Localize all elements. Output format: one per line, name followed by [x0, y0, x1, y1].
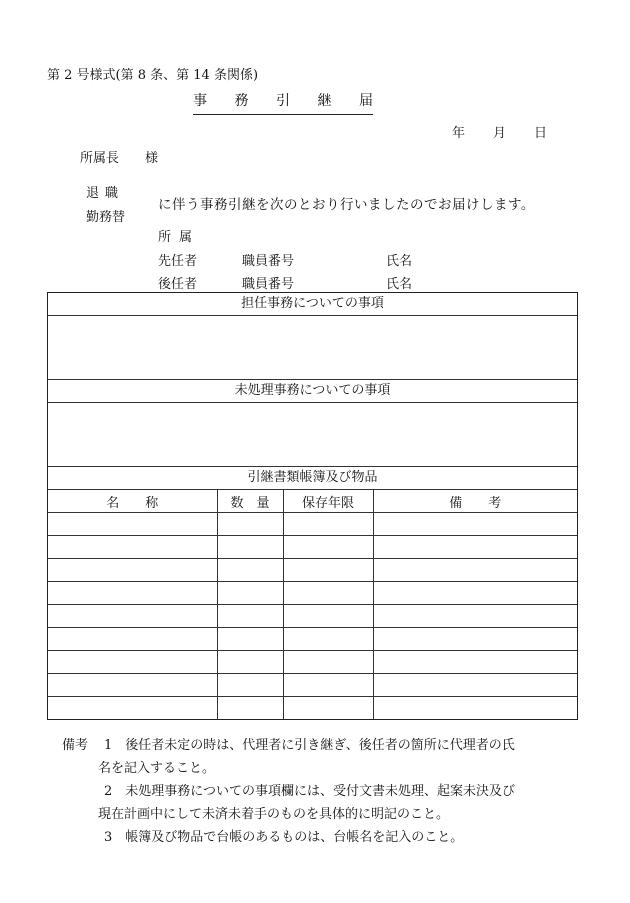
item-quantity-cell[interactable] [217, 559, 283, 582]
item-retention-cell[interactable] [283, 582, 373, 605]
reason-retirement: 退職 [86, 186, 125, 201]
item-name-cell[interactable] [48, 582, 217, 605]
addressee-org: 所属長 [80, 151, 120, 166]
predecessor-name-label: 氏名 [386, 254, 413, 269]
item-quantity-cell[interactable] [217, 628, 283, 651]
table-row [48, 582, 577, 605]
item-retention-cell[interactable] [283, 697, 373, 720]
item-retention-cell[interactable] [283, 651, 373, 674]
table-row [48, 628, 577, 651]
item-name-cell[interactable] [48, 628, 217, 651]
item-name-cell[interactable] [48, 605, 217, 628]
item-quantity-cell[interactable] [217, 513, 283, 536]
unprocessed-duties-field[interactable] [48, 403, 577, 467]
table-row [48, 651, 577, 674]
successor-staff-number-label: 職員番号 [242, 277, 295, 292]
item-remarks-cell[interactable] [373, 536, 577, 559]
item-remarks-cell[interactable] [373, 697, 577, 720]
item-retention-cell[interactable] [283, 605, 373, 628]
notes-label: 備考 [62, 738, 89, 753]
notes-section [62, 734, 582, 849]
title-char: 務 [234, 93, 249, 109]
date-line [452, 122, 547, 141]
handover-items-table [48, 490, 577, 719]
title-char: 届 [359, 93, 373, 109]
item-quantity-cell[interactable] [217, 582, 283, 605]
table-row [48, 674, 577, 697]
item-quantity-cell[interactable] [217, 674, 283, 697]
item-retention-cell[interactable] [283, 536, 373, 559]
table-row [48, 513, 577, 536]
date-year[interactable]: 年 [452, 126, 466, 141]
item-remarks-cell[interactable] [373, 674, 577, 697]
item-name-cell[interactable] [48, 697, 217, 720]
date-month[interactable]: 月 [493, 126, 507, 141]
item-name-cell[interactable] [48, 536, 217, 559]
reason-transfer: 勤務替 [86, 210, 126, 225]
item-remarks-cell[interactable] [373, 559, 577, 582]
predecessor-label: 先任者 [158, 254, 198, 269]
item-remarks-cell[interactable] [373, 582, 577, 605]
note-2-line-2: 現在計画中にして未済未着手のものを具体的に明記のこと。 [98, 807, 450, 822]
table-row [48, 697, 577, 720]
table-row [48, 559, 577, 582]
item-remarks-cell[interactable] [373, 628, 577, 651]
item-remarks-cell[interactable] [373, 605, 577, 628]
note-2-line-1: 2 未処理事務についての事項欄には、受付文書未処理、起案未決及び [104, 784, 516, 799]
predecessor-staff-number-label: 職員番号 [242, 254, 295, 269]
handover-form-table [47, 292, 578, 720]
item-name-cell[interactable] [48, 651, 217, 674]
title-char: 引 [276, 93, 290, 109]
column-header-retention: 保存年限 [283, 490, 373, 513]
successor-label: 後任者 [158, 277, 198, 292]
title-char: 継 [317, 93, 332, 109]
table-header-row [48, 490, 577, 513]
assigned-duties-header: 担任事務についての事項 [48, 293, 577, 316]
item-retention-cell[interactable] [283, 559, 373, 582]
addressee-honorific: 様 [145, 151, 159, 166]
column-header-name: 名 称 [48, 490, 217, 513]
item-remarks-cell[interactable] [373, 513, 577, 536]
item-name-cell[interactable] [48, 674, 217, 697]
date-day[interactable]: 日 [534, 126, 548, 141]
item-quantity-cell[interactable] [217, 536, 283, 559]
note-1-line-1: 1 後任者未定の時は、代理者に引き継ぎ、後任者の箇所に代理者の氏 [104, 738, 515, 753]
statement-text: に伴う事務引継を次のとおり行いましたのでお届けします。 [158, 197, 535, 213]
handover-items-header: 引継書類帳簿及び物品 [48, 467, 577, 490]
unprocessed-duties-header: 未処理事務についての事項 [48, 380, 577, 403]
item-quantity-cell[interactable] [217, 651, 283, 674]
item-name-cell[interactable] [48, 513, 217, 536]
title-char: 事 [193, 93, 207, 109]
document-title [193, 90, 373, 115]
item-retention-cell[interactable] [283, 674, 373, 697]
item-remarks-cell[interactable] [373, 651, 577, 674]
table-row [48, 536, 577, 559]
item-quantity-cell[interactable] [217, 605, 283, 628]
item-name-cell[interactable] [48, 559, 217, 582]
affiliation-label: 所属 [158, 230, 201, 245]
form-number: 第 2 号様式(第 8 条、第 14 条関係) [47, 68, 259, 83]
item-quantity-cell[interactable] [217, 697, 283, 720]
column-header-quantity: 数 量 [217, 490, 283, 513]
column-header-remarks: 備 考 [373, 490, 577, 513]
item-retention-cell[interactable] [283, 628, 373, 651]
note-3-line-1: 3 帳簿及び物品で台帳のあるものは、台帳名を記入のこと。 [104, 830, 464, 845]
assigned-duties-field[interactable] [48, 316, 577, 380]
addressee [80, 147, 158, 166]
successor-name-label: 氏名 [386, 277, 413, 292]
note-1-line-2: 名を記入すること。 [98, 761, 216, 776]
item-retention-cell[interactable] [283, 513, 373, 536]
table-row [48, 605, 577, 628]
